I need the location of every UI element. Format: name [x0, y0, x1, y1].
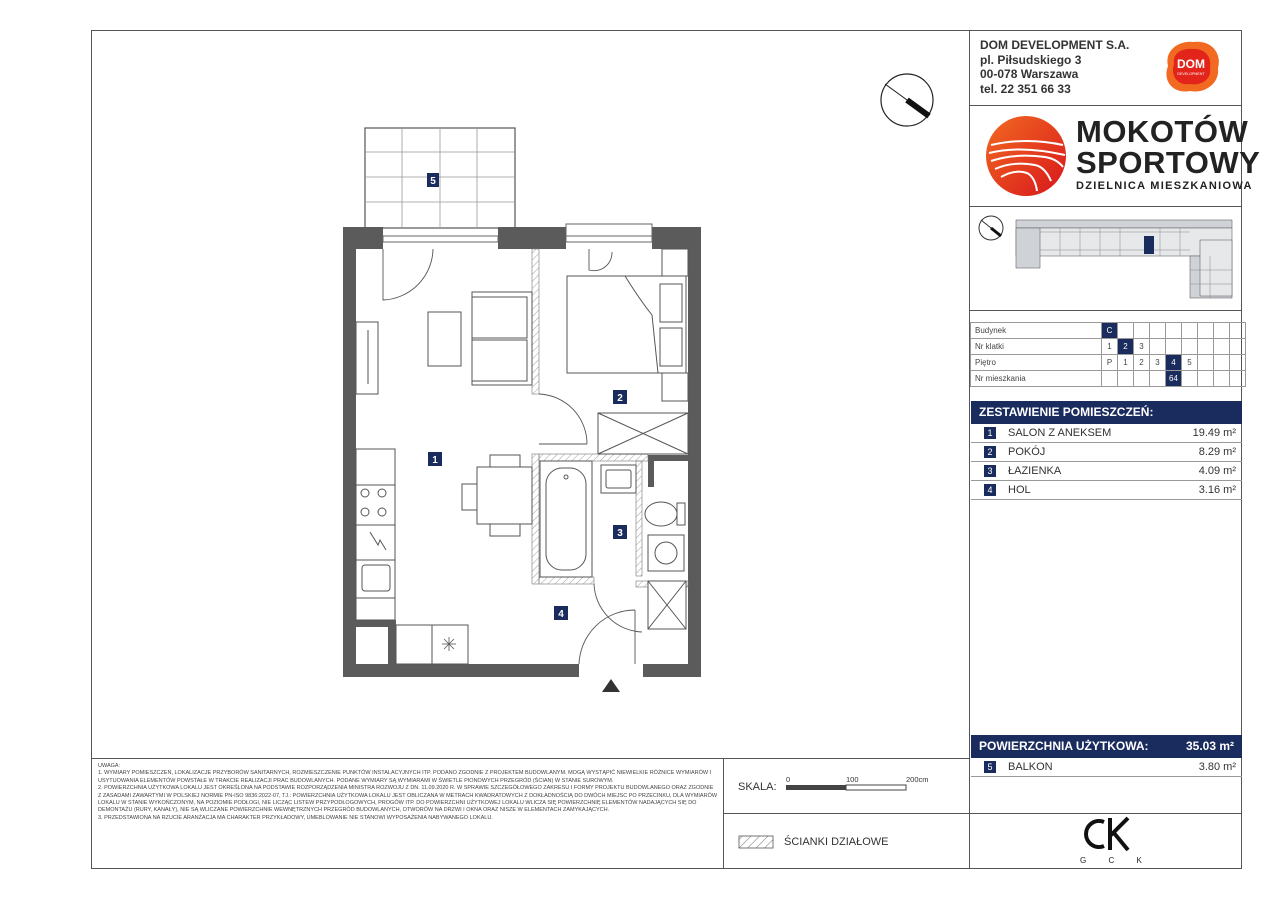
- room-number: 4: [984, 484, 996, 496]
- scale-tick: 0: [786, 775, 791, 784]
- balcony-area: 3.80 m²: [1198, 761, 1236, 773]
- nightstand: [662, 249, 688, 276]
- company-name: DOM DEVELOPMENT S.A.: [980, 38, 1130, 52]
- notes-title: UWAGA:: [98, 763, 121, 769]
- room-number: 3: [984, 465, 996, 477]
- staircase-cell: 1: [1102, 339, 1118, 355]
- badge-top-text: DOM: [1177, 57, 1205, 71]
- usable-area-label: POWIERZCHNIA UŻYTKOWA:: [979, 739, 1149, 753]
- compass-north-icon: [881, 74, 933, 126]
- scale-tick: 100: [846, 775, 859, 784]
- room-area: 19.49 m²: [1192, 427, 1236, 439]
- room-number: 1: [984, 427, 996, 439]
- gck-logo-text: G C K: [1080, 856, 1152, 865]
- note-item: 3. PRZEDSTAWIONA NA RZUCIE ARANŻACJA MA CHARAKTER PRZYKŁADOWY, UMEBLOWANIE NIE STANOWI WYPOSAŻENIA NABYWANEGO LOKALU.: [98, 814, 493, 821]
- room-name: SALON Z ANEKSEM: [1008, 427, 1112, 439]
- project-name-line2: SPORTOWY: [1076, 145, 1261, 180]
- plan-label-bedroom: 2: [617, 393, 623, 404]
- company-phone: tel. 22 351 66 33: [980, 81, 1071, 96]
- staircase-label: Nr klatki: [971, 339, 1102, 355]
- company-street: pl. Piłsudskiego 3: [980, 52, 1082, 67]
- building-label: Budynek: [971, 323, 1102, 339]
- staircase-cell: 2: [1118, 339, 1134, 355]
- rooms-title: ZESTAWIENIE POMIESZCZEŃ:: [971, 401, 1242, 424]
- room-number: 2: [984, 446, 996, 458]
- stove-burner-icon: [361, 489, 369, 497]
- usable-area-value: 35.03 m²: [1185, 739, 1234, 753]
- coffee-table: [428, 312, 461, 366]
- room-name: HOL: [1008, 484, 1031, 496]
- dining-table: [477, 467, 532, 524]
- company-city: 00-078 Warszawa: [980, 67, 1079, 81]
- badge-bottom-text: DEVELOPMENT: [1177, 72, 1205, 76]
- floor-cell: 5: [1182, 355, 1198, 371]
- tv-cabinet: [356, 322, 378, 394]
- plan-label-living-room: 1: [432, 455, 438, 466]
- plan-label-bathroom: 3: [617, 528, 623, 539]
- floor-cell: 1: [1118, 355, 1134, 371]
- room-area: 3.16 m²: [1198, 484, 1236, 496]
- project-subtitle: DZIELNICA MIESZKANIOWA: [1076, 180, 1253, 192]
- kitchen: [356, 449, 468, 664]
- balcony-number: 5: [984, 761, 996, 773]
- floor-cell: 4: [1166, 355, 1182, 371]
- floor-cell: 3: [1150, 355, 1166, 371]
- bathroom-fixtures: [540, 461, 686, 629]
- note-item: 2. POWIERZCHNIA UŻYTKOWA LOKALU JEST OKREŚLONA NA PODSTAWIE ROZPORZĄDZENIA MINISTRA ROZWOJU Z DN. 11.09.2020 R. W SPRAWIE SZCZEGÓŁOWEGO ZAKRESU I FORMY PROJEKTU BUDOWLANEGO ORAZ ZGODNIE Z ZASADAMI ZAWARTYMI W POLSKIEJ NORMIE PN-ISO 9836:2022-07, TJ.: POWIERZCHNIA UŻYTKOWA LOKALU JEST OBLICZANA W METRACH KWADRATOWYCH Z DOKŁADNOŚCIĄ DO DWÓCH MIEJSC PO PRZECINKU, DLA WYMIARÓW LOKALU W STANIE WYKOŃCZONYM, NA POZIOMIE PODŁOGI, NIE LICZĄC LISTEW PRZYPODŁOGOWYCH, PROGÓW ITP. DO POWIERZCHNI UŻYTKOWEJ LOKALU WLICZA SIĘ POWIERZCHNIĘ ELEMENTÓW NADAJĄCYCH SIĘ DO DEMONTAŻU (RURY, KANAŁY), NIE SĄ WLICZANE POWIERZCHNIE WEWNĘTRZNYCH PRZEGRÓD BUDOWLANYCH, OTWORÓW NA DRZWI I OKNA ORAZ NISZE W ELEMENTACH ZAMYKAJĄCYCH.: [98, 785, 718, 814]
- floor-cell: 2: [1134, 355, 1150, 371]
- room-name: ŁAZIENKA: [1008, 465, 1062, 477]
- project-name-line1: MOKOTÓW: [1076, 114, 1249, 149]
- scale-label: SKALA:: [738, 781, 777, 793]
- entrance-arrow-icon: [602, 679, 620, 692]
- nightstand: [662, 373, 688, 401]
- kitchen-sink: [362, 565, 390, 591]
- floor-cell: P: [1102, 355, 1118, 371]
- note-item: 1. WYMIARY POMIESZCZEŃ, LOKALIZACJE PRZYBORÓW SANITARNYCH, ROZMIESZCZENIE PUNKTÓW INSTALACYJNYCH ITP. PODANO ZGODNIE Z PROJEKTEM BUDOWLANYM. MOGĄ WYSTĄPIĆ NIEWIELKIE RÓŻNICE WYMIARÓW I USYTUOWANIA ELEMENTÓW POWSTAŁE W TRAKCIE REALIZACJI PRAC BUDOWLANYCH. PODANE WYMIARY SĄ WYMIARAMI W ŚWIETLE PIONOWYCH PRZEGRÓD (ŚCIAN) W STANIE SUROWYM.: [98, 770, 712, 784]
- stove-burner-icon: [361, 508, 369, 516]
- scale-tick: 200cm: [906, 775, 929, 784]
- legend-label: ŚCIANKI DZIAŁOWE: [784, 836, 889, 848]
- plan-label-hall: 4: [558, 609, 564, 620]
- apartment-label: Nr mieszkania: [971, 371, 1102, 387]
- stove-burner-icon: [378, 489, 386, 497]
- room-area: 4.09 m²: [1198, 465, 1236, 477]
- staircase-cell: 3: [1134, 339, 1150, 355]
- apartment-cell: 64: [1166, 371, 1182, 387]
- room-area: 8.29 m²: [1198, 446, 1236, 458]
- balcony-name: BALKON: [1008, 761, 1053, 773]
- stove-burner-icon: [378, 508, 386, 516]
- floor-label: Piętro: [971, 355, 1102, 371]
- fridge-snowflake-icon: [442, 637, 456, 651]
- bedroom-furniture: [567, 249, 688, 454]
- toilet: [645, 502, 677, 526]
- building-cell: C: [1102, 323, 1118, 339]
- plan-label-balcony: 5: [430, 176, 436, 187]
- room-name: POKÓJ: [1008, 446, 1046, 458]
- balcony: [365, 128, 515, 228]
